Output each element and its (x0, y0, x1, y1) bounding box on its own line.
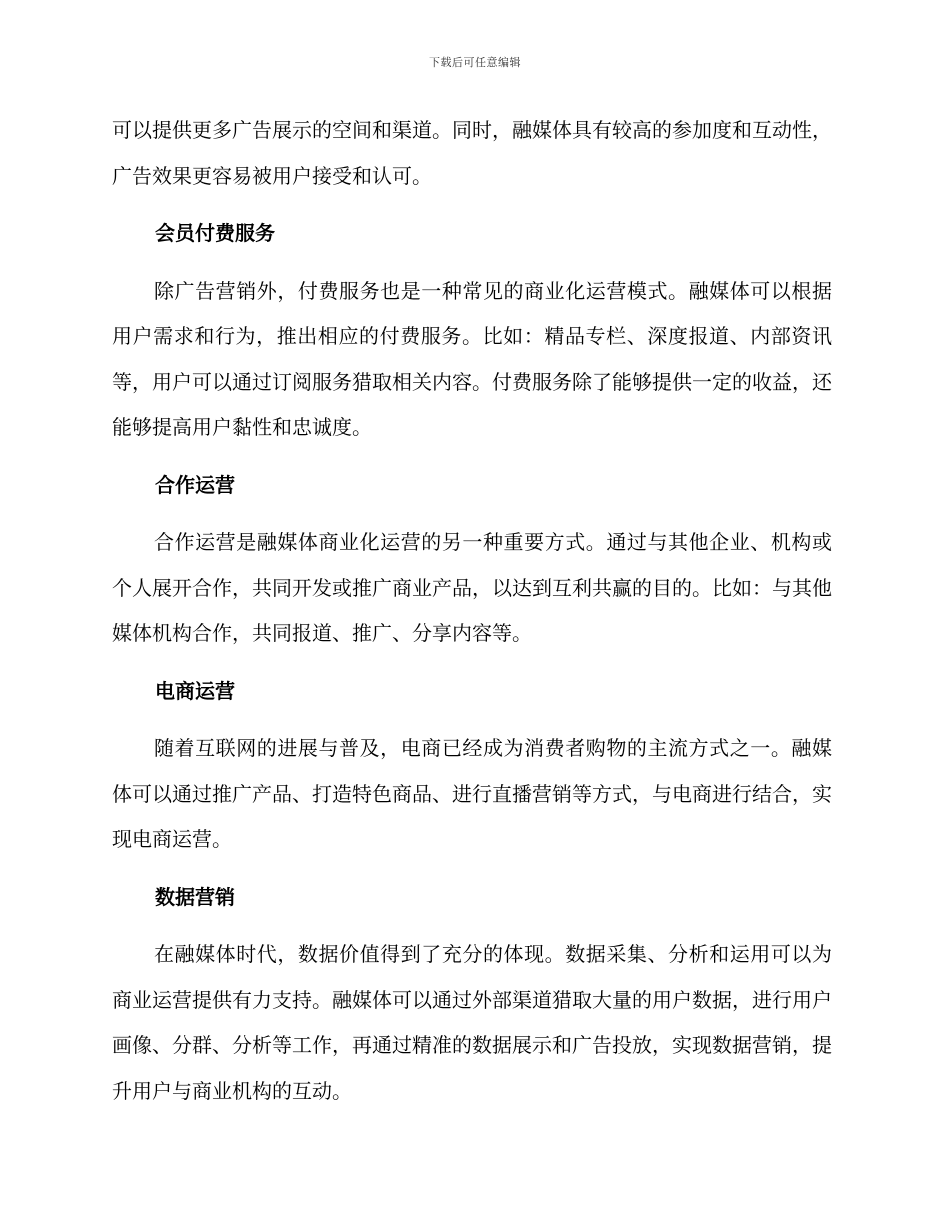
heading-ecommerce: 电商运营 (155, 678, 235, 703)
page-header: 下载后可任意编辑 (429, 56, 521, 69)
paragraph-ecommerce: 随着互联网的进展与普及，电商已经成为消费者购物的主流方式之一。融媒体可以通过推广产品、打造特色商品、进行直播营销等方式，与电商进行结合，实现电商运营。 (112, 736, 832, 851)
paragraph-membership: 除广告营销外，付费服务也是一种常见的商业化运营模式。融媒体可以根据用户需求和行为，推出相应的付费服务。比如：精品专栏、深度报道、内部资讯等，用户可以通过订阅服务猎取相关内容。付费服务除了能够提供一定的收益，还能够提高用户黏性和忠诚度。 (112, 278, 832, 439)
document-body (112, 108, 832, 1114)
paragraph-ad-continued: 可以提供更多广告展示的空间和渠道。同时，融媒体具有较高的参加度和互动性，广告效果更容易被用户接受和认可。 (112, 118, 832, 188)
heading-cooperation: 合作运营 (155, 472, 235, 497)
paragraph-cooperation: 合作运营是融媒体商业化运营的另一种重要方式。通过与其他企业、机构或个人展开合作，共同开发或推广商业产品，以达到互利共赢的目的。比如：与其他媒体机构合作，共同报道、推广、分享内容等。 (112, 530, 832, 645)
heading-data-marketing: 数据营销 (155, 884, 235, 909)
paragraph-data-marketing: 在融媒体时代，数据价值得到了充分的体现。数据采集、分析和运用可以为商业运营提供有力支持。融媒体可以通过外部渠道猎取大量的用户数据，进行用户画像、分群、分析等工作，再通过精准的数据展示和广告投放，实现数据营销，提升用户与商业机构的互动。 (112, 942, 832, 1103)
heading-membership: 会员付费服务 (155, 221, 275, 245)
